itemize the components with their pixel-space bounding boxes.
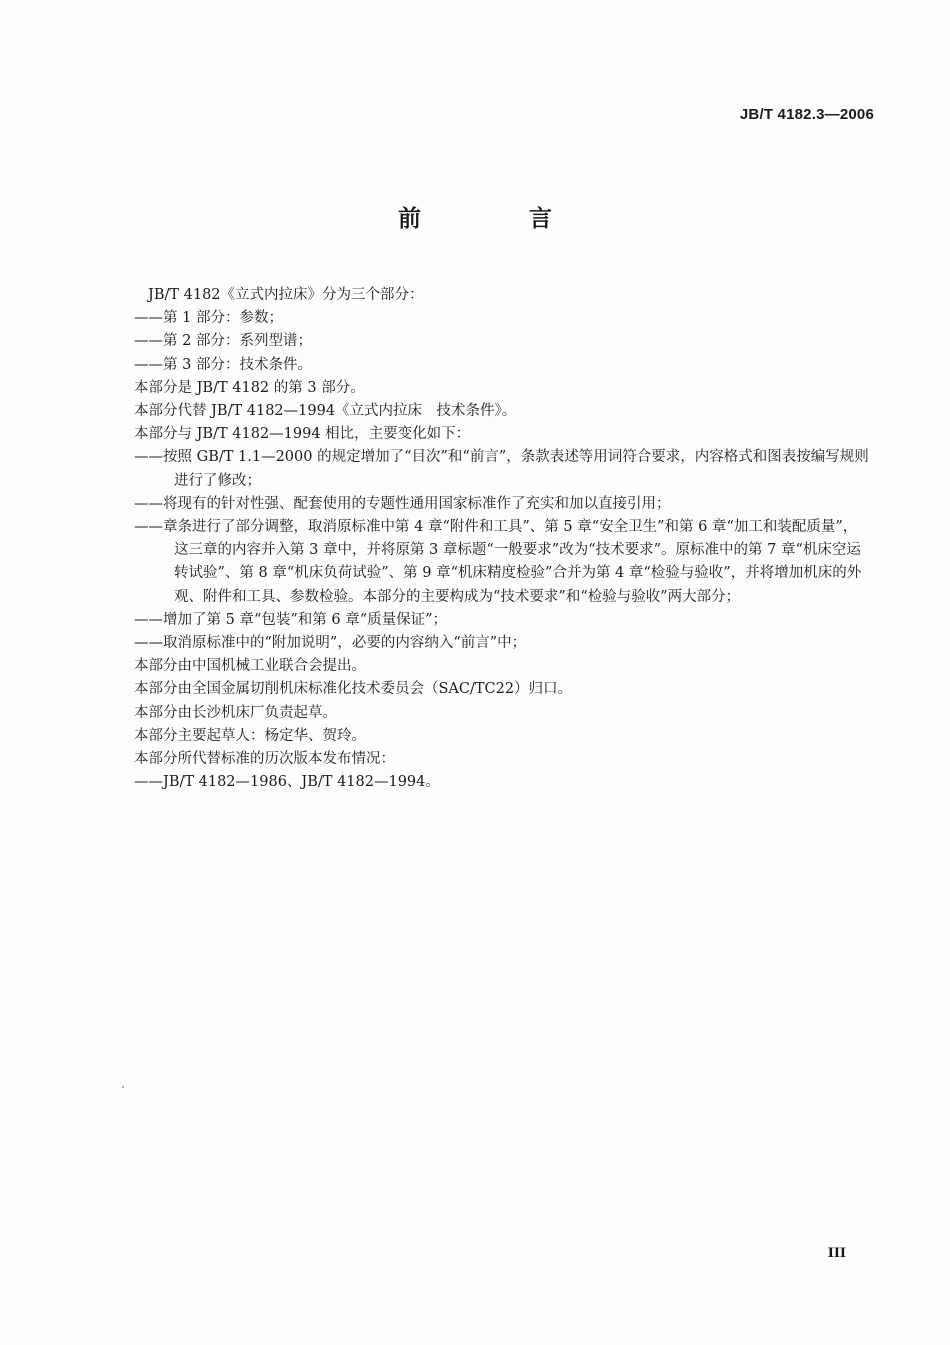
list-item-part-2: ——第 2 部分：系列型谱； bbox=[134, 333, 312, 350]
change-item-2: ——将现有的针对性强、配套使用的专题性通用国家标准作了充实和加以直接引用； bbox=[134, 495, 671, 512]
page-number: III bbox=[827, 1246, 846, 1261]
page-title: 前 言 bbox=[397, 206, 602, 232]
drafters-statement: 本部分主要起草人：杨定华、贺玲。 bbox=[134, 727, 366, 744]
proposer-statement: 本部分由中国机械工业联合会提出。 bbox=[134, 658, 366, 675]
drafting-unit-statement: 本部分由长沙机床厂负责起草。 bbox=[134, 704, 337, 721]
change-item-1: ——按照 GB/T 1.1—2000 的规定增加了“目次”和“前言”，条款表述等用词符合要求，内容格式和图表按编写规则进行了修改； bbox=[134, 449, 869, 489]
history-item: ——JB/T 4182—1986、JB/T 4182—1994。 bbox=[134, 774, 440, 791]
scan-speck bbox=[122, 1086, 124, 1088]
change-item-4: ——增加了第 5 章“包装”和第 6 章“质量保证”； bbox=[134, 611, 448, 628]
list-item-part-3: ——第 3 部分：技术条件。 bbox=[134, 356, 312, 373]
standard-code: JB/T 4182.3—2006 bbox=[739, 106, 874, 123]
history-intro: 本部分所代替标准的历次版本发布情况： bbox=[134, 751, 395, 768]
change-item-5: ——取消原标准中的“附加说明”，必要的内容纳入“前言”中； bbox=[134, 635, 527, 652]
foreword-body bbox=[134, 284, 869, 794]
replacement-statement: 本部分代替 JB/T 4182—1994《立式内拉床 技术条件》。 bbox=[134, 403, 517, 420]
part-statement: 本部分是 JB/T 4182 的第 3 部分。 bbox=[134, 379, 365, 396]
changes-intro: 本部分与 JB/T 4182—1994 相比，主要变化如下： bbox=[134, 426, 471, 443]
list-item-part-1: ——第 1 部分：参数； bbox=[134, 310, 283, 327]
change-item-3: ——章条进行了部分调整，取消原标准中第 4 章“附件和工具”、第 5 章“安全卫生”和第 6 章“加工和装配质量”，这三章的内容并入第 3 章中，并将原第 3 章标题“一般要求”改为“技术要求”。原标准中的第 7 章“机床空运转试验”、第 8 章“机床负荷试验”、第 9 章“机床精度检验”合并为第 4 章“检验与验收”，并将增加机床的外观、附件和工具、参数检验。本部分的主要构成为“技术要求”和“检验与验收”两大部分； bbox=[134, 519, 862, 605]
intro-paragraph: JB/T 4182《立式内拉床》分为三个部分： bbox=[148, 287, 424, 303]
committee-statement: 本部分由全国金属切削机床标准化技术委员会（SAC/TC22）归口。 bbox=[134, 681, 573, 698]
